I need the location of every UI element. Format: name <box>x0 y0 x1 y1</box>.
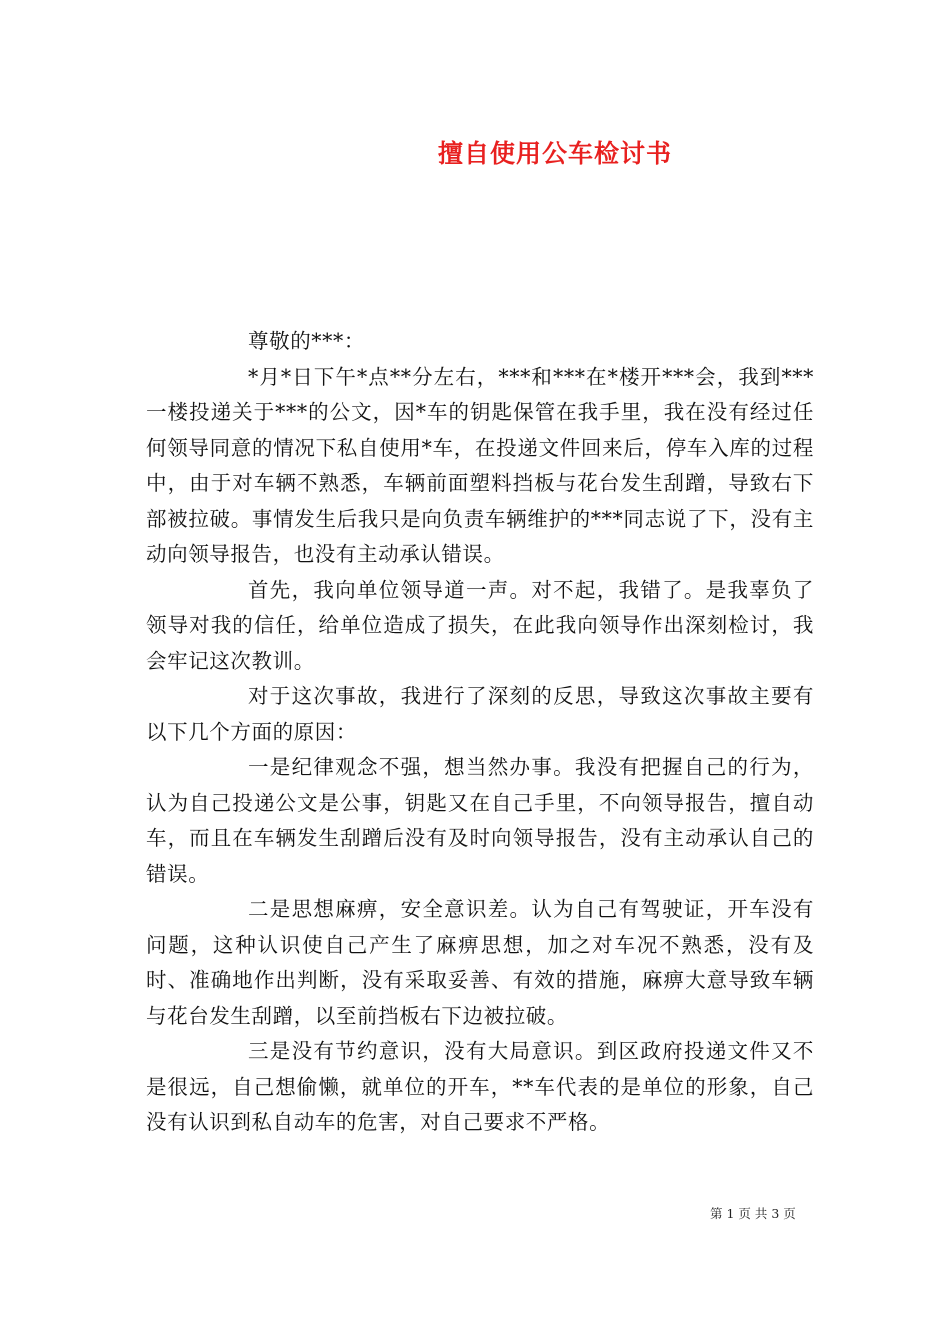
paragraph-incident: *月*日下午*点**分左右，***和***在*楼开***会，我到***一楼投递关于***的公文，因*车的钥匙保管在我手里，我在没有经过任何领导同意的情况下私自使用*车，在投递文件回来后，停车入库的过程中，由于对车辆不熟悉，车辆前面塑料挡板与花台发生刮蹭，导致右下部被拉破。事情发生后我只是向负责车辆维护的***同志说了下，没有主动向领导报告，也没有主动承认错误。 <box>146 364 814 566</box>
paragraph-reason-2: 二是思想麻痹，安全意识差。认为自己有驾驶证，开车没有问题，这种认识使自己产生了麻痹思想，加之对车况不熟悉，没有及时、准确地作出判断，没有采取妥善、有效的措施，麻痹大意导致车辆与花台发生刮蹭，以至前挡板右下边被拉破。 <box>146 897 814 1028</box>
document-title: 擅自使用公车检讨书 <box>437 139 672 168</box>
paragraph-reason-3: 三是没有节约意识，没有大局意识。到区政府投递文件又不是很远，自己想偷懒，就单位的开车，**车代表的是单位的形象，自己没有认识到私自动车的危害，对自己要求不严格。 <box>146 1039 814 1134</box>
paragraph-apology: 首先，我向单位领导道一声。对不起，我错了。是我辜负了领导对我的信任，给单位造成了损失，在此我向领导作出深刻检讨，我会牢记这次教训。 <box>146 577 814 673</box>
paragraph-reflection: 对于这次事故，我进行了深刻的反思，导致这次事故主要有以下几个方面的原因： <box>146 684 814 744</box>
salutation: 尊敬的***： <box>248 329 365 353</box>
page-number-footer: 第 1 页 共 3 页 <box>710 1206 796 1221</box>
document-body <box>146 324 814 1141</box>
paragraph-reason-1: 一是纪律观念不强，想当然办事。我没有把握自己的行为，认为自己投递公文是公事，钥匙又在自己手里，不向领导报告，擅自动车，而且在车辆发生刮蹭后没有及时向领导报告，没有主动承认自己的错误。 <box>146 755 814 886</box>
